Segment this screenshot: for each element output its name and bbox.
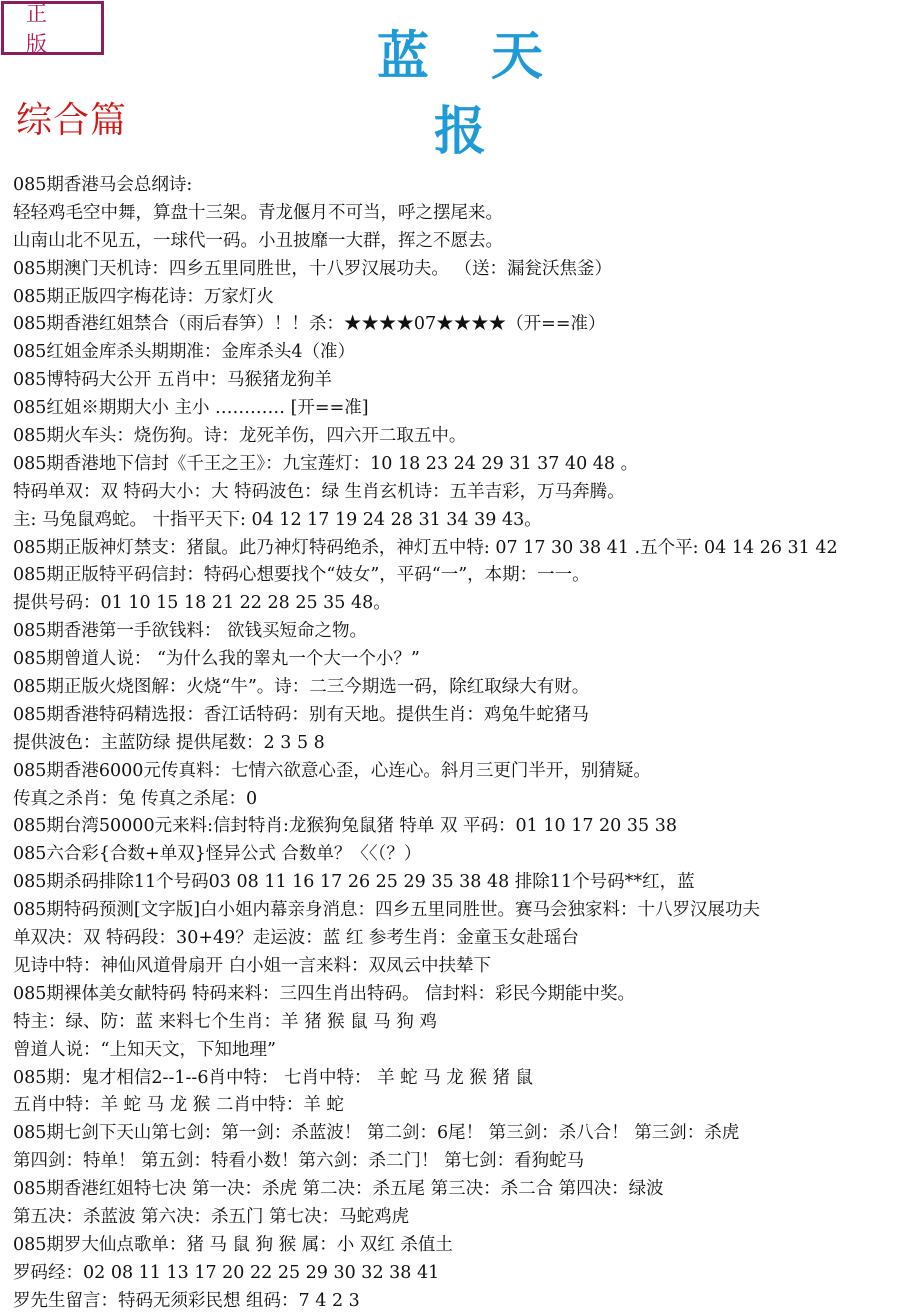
- text-line: 085期香港红姐特七决 第一决：杀虎 第二决：杀五尾 第三决：杀二合 第四决：绿波: [13, 1179, 664, 1200]
- text-line: 单双决：双 特码段：30+49？走运波：蓝 红 参考生肖：金童玉女赴瑶台: [13, 928, 579, 949]
- text-line: 085期正版特平码信封：特码心想要找个“妓女”，平码“一”，本期：一一。: [13, 565, 590, 586]
- text-line: 085期杀码排除11个号码03 08 11 16 17 26 25 29 35 38 48 排除11个号码**红，蓝: [13, 872, 695, 893]
- text-line: 第五决：杀蓝波 第六决：杀五门 第七决：马蛇鸡虎: [13, 1206, 410, 1227]
- text-line: 085期正版神灯禁支：猪鼠。此乃神灯特码绝杀，神灯五中特: 07 17 30 38 41 .五个平: 04 14 26 31 42: [13, 537, 838, 558]
- text-line: 山南山北不见五，一球代一码。小丑披靡一大群，挥之不愿去。: [13, 230, 503, 251]
- text-line: 曾道人说：“上知天文，下知地理”: [13, 1039, 276, 1060]
- text-line: 第四剑：特单！ 第五剑：特看小数！第六剑：杀二门！ 第七剑：看狗蛇马: [13, 1151, 585, 1172]
- text-line: 085期正版火烧图解：火烧“牛”。诗：二三今期选一码，除红取绿大有财。: [13, 677, 590, 698]
- text-line: 085期曾道人说： “为什么我的睾丸一个大一个小？”: [13, 649, 420, 670]
- text-line: 085期：鬼才相信2--1--6肖中特： 七肖中特： 羊 蛇 马 龙 猴 猪 鼠: [13, 1067, 533, 1088]
- text-line: 提供号码：01 10 15 18 21 22 28 25 35 48。: [13, 593, 391, 614]
- edition-badge: 正 版: [1, 1, 104, 55]
- text-line: 主: 马兔鼠鸡蛇。 十指平天下: 04 12 17 19 24 28 31 34 39 43。: [13, 509, 542, 530]
- text-line: 085六合彩{合数+单双}怪异公式 合数单？〈〈（？）: [13, 844, 422, 865]
- text-line: 085期香港第一手欲钱料： 欲钱买短命之物。: [13, 621, 367, 642]
- text-line: 085期香港特码精选报：香江话特码：别有天地。提供生肖：鸡兔牛蛇猪马: [13, 704, 589, 725]
- text-line: 085期七剑下天山第七剑：第一剑：杀蓝波！ 第二剑：6尾！ 第三剑：杀八合！ 第三剑：杀虎: [13, 1123, 740, 1144]
- text-line: 传真之杀肖：兔 传真之杀尾：0: [13, 788, 258, 809]
- text-line: 085期特码预测[文字版]白小姐内幕亲身消息：四乡五里同胜世。赛马会独家料：十八罗汉展功夫: [13, 900, 761, 921]
- text-line: 085期罗大仙点歌单：猪 马 鼠 狗 猴 属：小 双红 杀值土: [13, 1234, 453, 1255]
- text-line: 085期裸体美女献特码 特码来料：三四生肖出特码。 信封料：彩民今期能中奖。: [13, 983, 636, 1004]
- text-line: 085红姐※期期大小 主小 ………… [开==准]: [13, 398, 369, 419]
- text-line: 五肖中特：羊 蛇 马 龙 猴 二肖中特：羊 蛇: [13, 1095, 344, 1116]
- text-line: 085期香港地下信封《千王之王》：九宝莲灯：10 18 23 24 29 31 37 40 48 。: [13, 453, 639, 474]
- text-line: 提供波色：主蓝防绿 提供尾数：2 3 5 8: [13, 732, 325, 753]
- text-line: 085期台湾50000元来料:信封特肖:龙猴狗兔鼠猪 特单 双 平码：01 10 17 20 35 38: [13, 816, 677, 837]
- text-line: 085博特码大公开 五肖中：马猴猪龙狗羊: [13, 370, 332, 391]
- text-line: 见诗中特：神仙风道骨扇开 白小姐一言来料：双凤云中扶辇下: [13, 955, 492, 976]
- text-line: 罗先生留言：特码无须彩民想 组码：7 4 2 3: [13, 1290, 360, 1311]
- text-line: 轻轻鸡毛空中舞，算盘十三架。青龙偃月不可当，呼之摆尾来。: [13, 202, 503, 223]
- text-line: 特码单双：双 特码大小：大 特码波色：绿 生肖玄机诗：五羊吉彩，万马奔腾。: [13, 481, 625, 502]
- content-body: [13, 172, 897, 1316]
- text-line: 085期火车头：烧伤狗。诗：龙死羊伤，四六开二取五中。: [13, 426, 467, 447]
- section-heading: 综合篇: [16, 100, 128, 141]
- page-title: 蓝天报: [376, 26, 605, 162]
- text-line: 085期澳门天机诗：四乡五里同胜世，十八罗汉展功夫。 （送：漏瓮沃焦釜）: [13, 258, 612, 279]
- text-line: 085期正版四字梅花诗：万家灯火: [13, 286, 274, 307]
- text-line: 罗码经：02 08 11 13 17 20 22 25 29 30 32 38 41: [13, 1262, 440, 1283]
- text-line: 085红姐金库杀头期期准：金库杀头4（准）: [13, 342, 356, 363]
- text-line: 085期香港6000元传真料：七情六欲意心歪，心连心。斜月三更门半开，别猜疑。: [13, 760, 651, 781]
- text-line: 085期香港红姐禁合（雨后春笋）！！杀：★★★★07★★★★（开==准）: [13, 314, 606, 335]
- text-line: 085期香港马会总纲诗:: [13, 175, 193, 195]
- text-line: 特主：绿、防：蓝 来料七个生肖：羊 猪 猴 鼠 马 狗 鸡: [13, 1011, 437, 1032]
